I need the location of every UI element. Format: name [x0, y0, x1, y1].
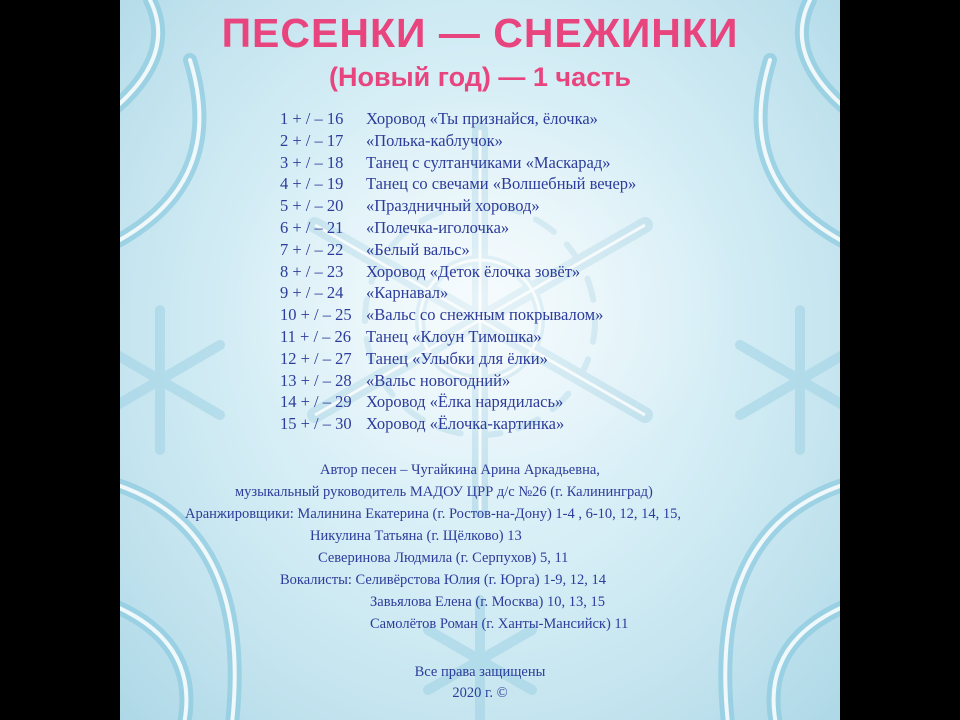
track-name: «Полька-каблучок»: [366, 130, 503, 150]
track-number: 9 + / – 24: [280, 283, 344, 303]
list-item: [280, 261, 636, 283]
track-number: 6 + / – 21: [280, 217, 344, 237]
track-number: 4 + / – 19: [280, 174, 344, 194]
list-item: [280, 413, 636, 435]
track-name: «Карнавал»: [366, 283, 449, 303]
track-number: 10 + / – 25: [280, 305, 352, 325]
track-number: 15 + / – 30: [280, 414, 352, 434]
track-name: Танец «Улыбки для ёлки»: [366, 348, 548, 368]
credit-vocalist: Завьялова Елена (г. Москва) 10, 13, 15: [370, 594, 605, 610]
list-item: [280, 173, 636, 195]
track-list: [280, 108, 636, 435]
track-name: «Вальс новогодний»: [366, 370, 511, 390]
track-number: 12 + / – 27: [280, 348, 352, 368]
track-number: 1 + / – 16: [280, 109, 344, 128]
track-name: Танец «Клоун Тимошка»: [366, 326, 542, 346]
album-subtitle: (Новый год) — 1 часть: [329, 62, 631, 92]
album-cover: [120, 0, 840, 720]
track-number: 11 + / – 26: [280, 326, 352, 346]
list-item: [280, 130, 636, 152]
credit-author: Автор песен – Чугайкина Арина Аркадьевна,: [320, 462, 600, 478]
list-item: [280, 239, 636, 261]
credit-position: музыкальный руководитель МАДОУ ЦРР д/с №26 (г. Калининград): [235, 484, 653, 500]
list-item: [280, 217, 636, 239]
track-name: Хоровод «Ёлка нарядилась»: [366, 392, 564, 412]
rights-text: Все права защищены: [414, 664, 546, 680]
track-name: Хоровод «Ты признайся, ёлочка»: [366, 109, 598, 128]
credit-arranger: Никулина Татьяна (г. Щёлково) 13: [310, 528, 522, 544]
list-item: [280, 108, 636, 130]
list-item: [280, 282, 636, 304]
list-item: [280, 195, 636, 217]
list-item: [280, 370, 636, 392]
credit-vocalists: Вокалисты: Селивёрстова Юлия (г. Юрга) 1-9, 12, 14: [280, 572, 607, 588]
track-name: «Белый вальс»: [366, 239, 470, 259]
track-number: 14 + / – 29: [280, 392, 352, 412]
list-item: [280, 348, 636, 370]
track-name: «Праздничный хоровод»: [366, 196, 540, 216]
track-name: «Полечка-иголочка»: [366, 217, 510, 237]
track-name: «Вальс со снежным покрывалом»: [366, 305, 604, 325]
list-item: [280, 304, 636, 326]
list-item: [280, 326, 636, 348]
credit-arranger: Северинова Людмила (г. Серпухов) 5, 11: [318, 550, 569, 566]
track-number: 3 + / – 18: [280, 152, 344, 172]
track-number: 7 + / – 22: [280, 239, 344, 259]
list-item: [280, 391, 636, 413]
track-name: Хоровод «Деток ёлочка зовёт»: [366, 261, 581, 281]
track-number: 13 + / – 28: [280, 370, 352, 390]
track-name: Танец с султанчиками «Маскарад»: [366, 152, 611, 172]
track-number: 8 + / – 23: [280, 261, 344, 281]
credit-arrangements: Аранжировщики: Малинина Екатерина (г. Ростов-на-Дону) 1-4 , 6-10, 12, 14, 15,: [185, 506, 682, 522]
credit-vocalist: Самолётов Роман (г. Ханты-Мансийск) 11: [370, 616, 629, 632]
album-title: ПЕСЕНКИ — СНЕЖИНКИ: [221, 10, 739, 56]
track-name: Танец со свечами «Волшебный вечер»: [366, 174, 637, 194]
list-item: [280, 152, 636, 174]
copyright-year: 2020 г. ©: [452, 685, 508, 701]
track-name: Хоровод «Ёлочка-картинка»: [366, 414, 565, 434]
track-number: 2 + / – 17: [280, 130, 344, 150]
track-number: 5 + / – 20: [280, 196, 344, 216]
